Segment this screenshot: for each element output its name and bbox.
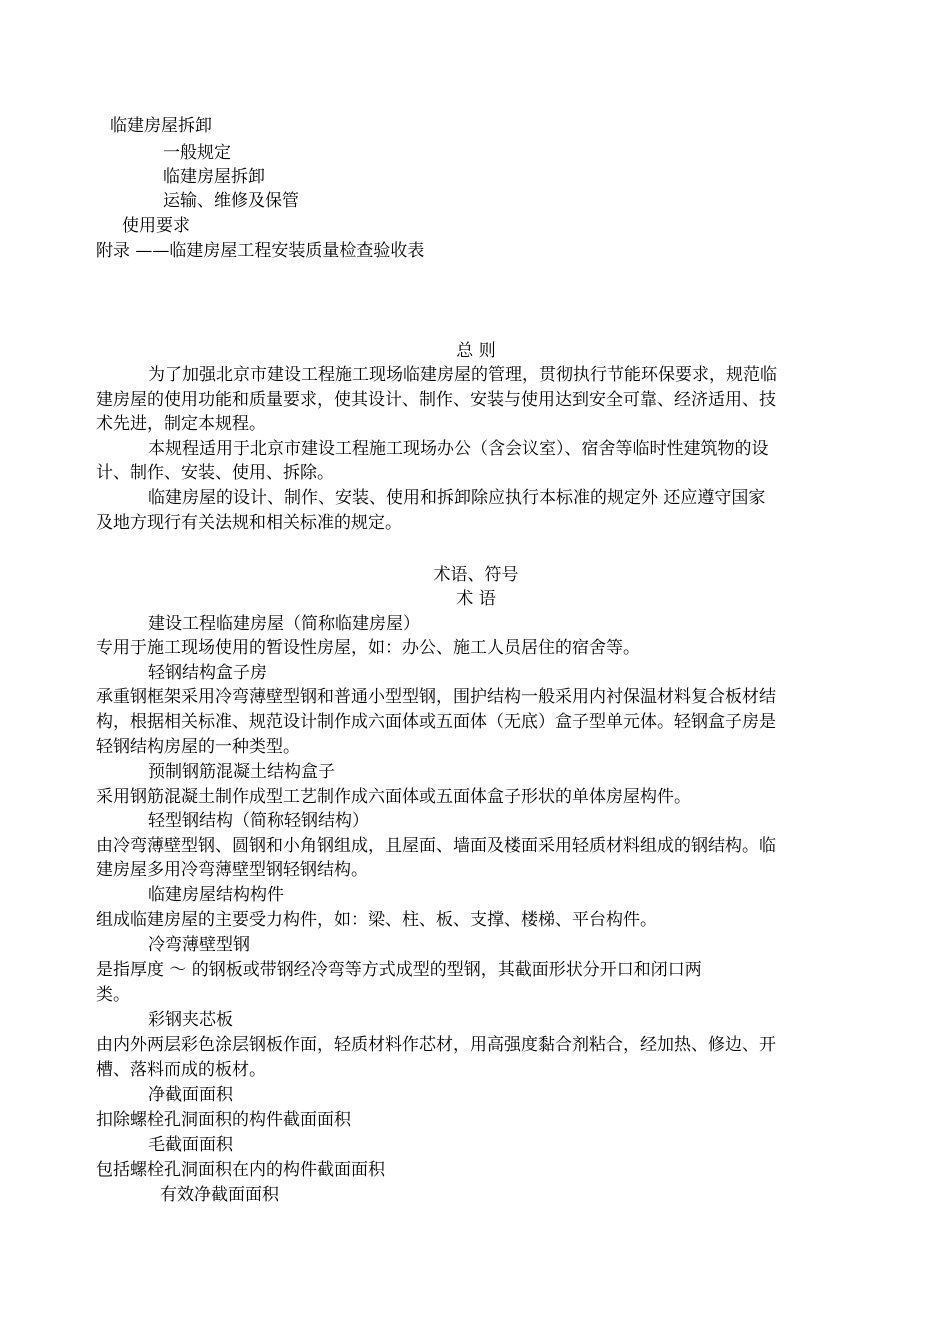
term-name: 有效净截面面积	[160, 1185, 279, 1205]
toc-line-3: 临建房屋拆卸	[163, 167, 265, 187]
toc-line-2: 一般规定	[163, 143, 231, 163]
paragraph-line: 计、制作、安装、使用、拆除。	[96, 463, 334, 483]
toc-line-1: 临建房屋拆卸	[110, 116, 212, 136]
term-name: 彩钢夹芯板	[148, 1010, 233, 1030]
term-name: 轻钢结构盒子房	[148, 663, 267, 683]
term-definition-line: 类。	[96, 985, 130, 1005]
toc-line-4: 运输、维修及保管	[163, 191, 299, 211]
paragraph-line: 术先进，制定本规程。	[96, 414, 266, 434]
term-definition-line: 专用于施工现场使用的暂设性房屋，如：办公、施工人员居住的宿舍等。	[96, 638, 640, 658]
term-definition-line: 承重钢框架采用冷弯薄壁型钢和普通小型型钢，围护结构一般采用内衬保温材料复合板材结	[96, 687, 776, 707]
term-name: 预制钢筋混凝土结构盒子	[148, 762, 335, 782]
term-definition-line: 组成临建房屋的主要受力构件，如：梁、柱、板、支撑、楼梯、平台构件。	[96, 910, 657, 930]
term-definition-line: 建房屋多用冷弯薄壁型钢轻钢结构。	[96, 860, 368, 880]
term-definition-line: 是指厚度 ～ 的钢板或带钢经冷弯等方式成型的型钢，其截面形状分开口和闭口两	[96, 960, 702, 980]
term-definition-line: 由内外两层彩色涂层钢板作面，轻质材料作芯材，用高强度黏合剂粘合，经加热、修边、开	[96, 1035, 776, 1055]
term-definition-line: 包括螺栓孔洞面积在内的构件截面面积	[96, 1160, 385, 1180]
term-name: 冷弯薄壁型钢	[148, 935, 250, 955]
term-name: 净截面面积	[148, 1085, 233, 1105]
toc-line-5: 使用要求	[122, 216, 190, 236]
term-definition-line: 扣除螺栓孔洞面积的构件截面面积	[96, 1110, 351, 1130]
paragraph-line: 及地方现行有关法规和相关标准的规定。	[96, 513, 402, 533]
term-definition-line: 轻钢结构房屋的一种类型。	[96, 737, 300, 757]
subsection-heading-terms: 术 语	[456, 589, 496, 609]
term-definition-line: 采用钢筋混凝土制作成型工艺制作成六面体或五面体盒子形状的单体房屋构件。	[96, 787, 691, 807]
toc-appendix-line: 附录 ——临建房屋工程安装质量检查验收表	[96, 241, 425, 261]
section-heading-general: 总 则	[456, 341, 496, 361]
paragraph-line: 为了加强北京市建设工程施工现场临建房屋的管理，贯彻执行节能环保要求，规范临	[148, 365, 777, 385]
term-definition-line: 由冷弯薄壁型钢、圆钢和小角钢组成，且屋面、墙面及楼面采用轻质材料组成的钢结构。临	[96, 836, 776, 856]
paragraph-line: 本规程适用于北京市建设工程施工现场办公（含会议室）、宿舍等临时性建筑物的设	[148, 439, 769, 459]
term-definition-line: 槽、落料而成的板材。	[96, 1060, 266, 1080]
term-name: 建设工程临建房屋（简称临建房屋）	[148, 614, 420, 634]
term-name: 临建房屋结构构件	[148, 885, 284, 905]
paragraph-line: 建房屋的使用功能和质量要求，使其设计、制作、安装与使用达到安全可靠、经济适用、技	[96, 390, 776, 410]
section-heading-terms: 术语、符号	[433, 565, 519, 585]
term-name: 轻型钢结构（简称轻钢结构）	[148, 811, 369, 831]
term-definition-line: 构，根据相关标准、规范设计制作成六面体或五面体（无底）盒子型单元体。轻钢盒子房是	[96, 712, 776, 732]
term-name: 毛截面面积	[148, 1135, 233, 1155]
paragraph-line: 临建房屋的设计、制作、安装、使用和拆卸除应执行本标准的规定外 还应遵守国家	[148, 488, 766, 508]
